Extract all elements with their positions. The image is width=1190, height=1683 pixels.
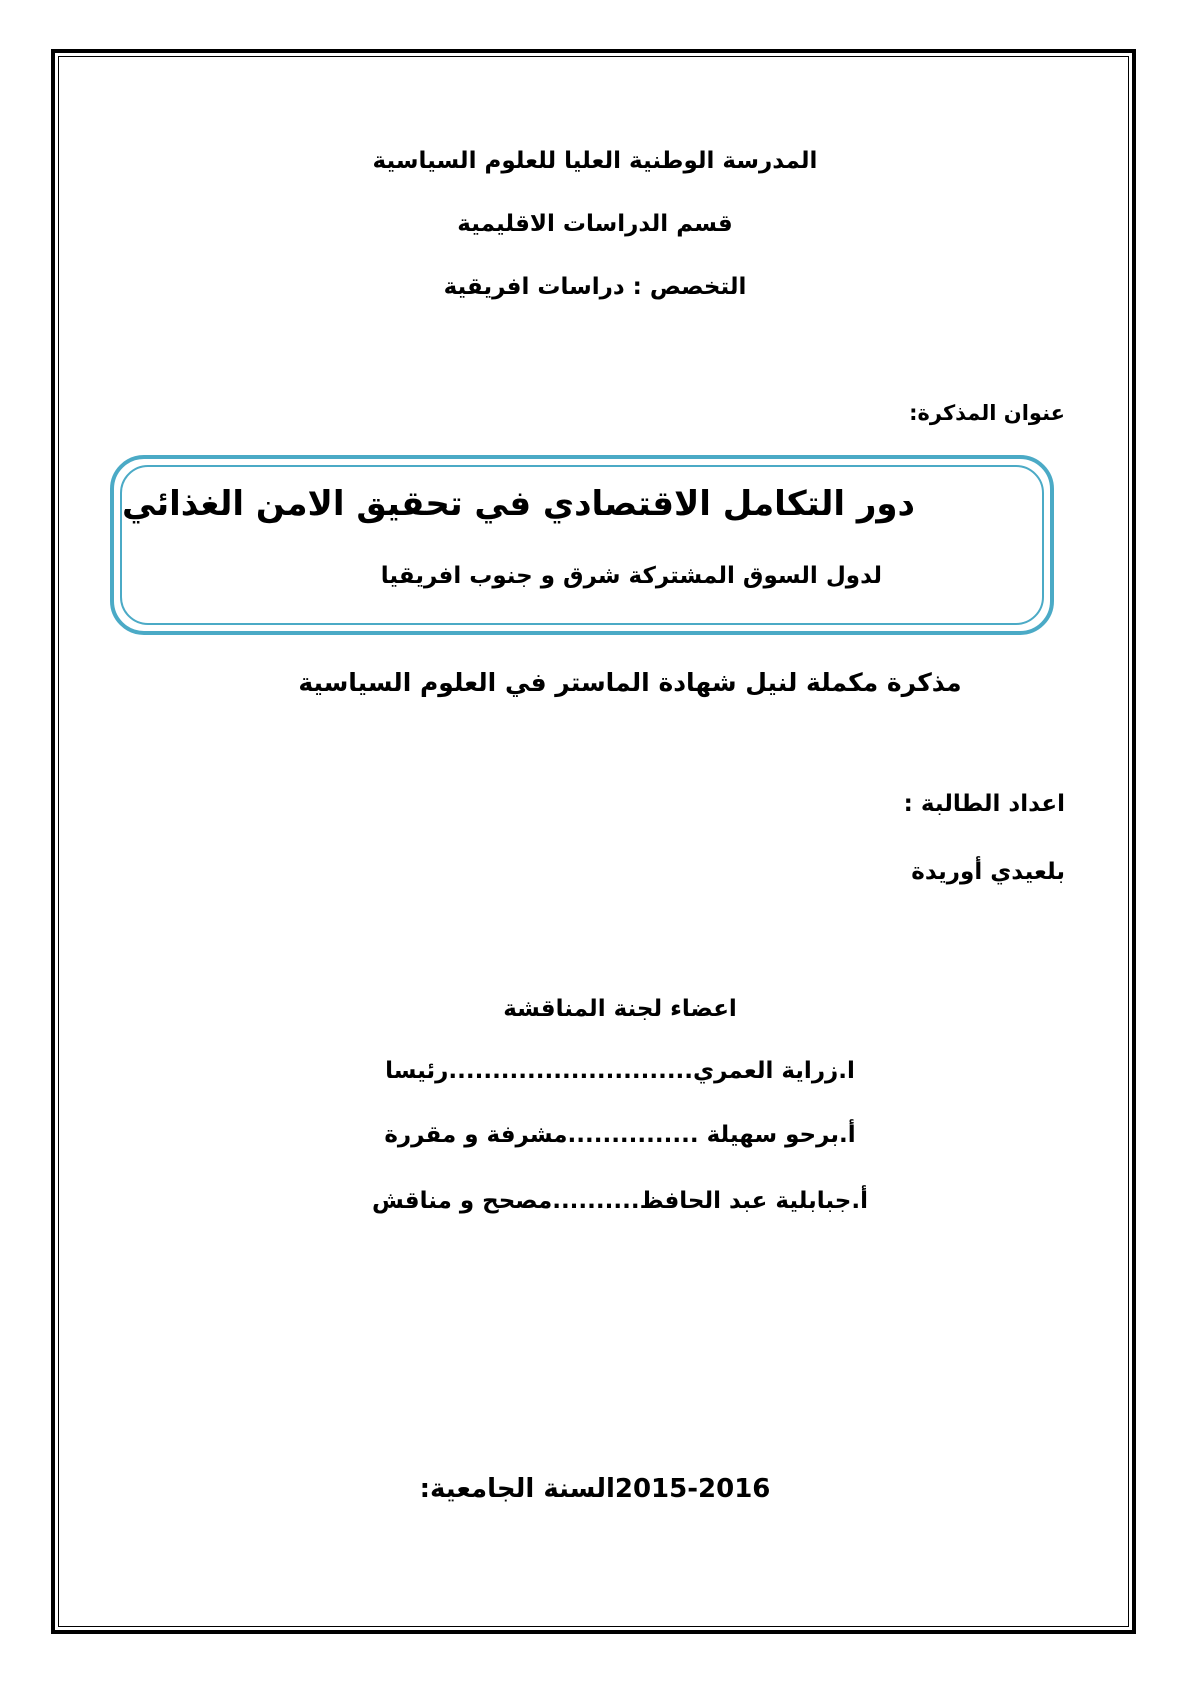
specialty: التخصص : دراسات افريقية — [443, 274, 747, 300]
student-name: بلعيدي أوريدة — [911, 859, 1065, 885]
committee-member: أ.جبابلية عبد الحافظ..........مصحح و مناقش — [372, 1188, 868, 1214]
committee-member: أ.برحو سهيلة ...............مشرفة و مقررة — [384, 1122, 856, 1148]
thesis-title-label: عنوان المذكرة: — [909, 401, 1065, 425]
academic-year-value: 2015-2016 — [614, 1474, 771, 1504]
committee-heading: اعضاء لجنة المناقشة — [503, 996, 737, 1022]
school-name: المدرسة الوطنية العليا للعلوم السياسية — [372, 148, 818, 174]
degree-statement: مذكرة مكملة لنيل شهادة الماستر في العلوم السياسية — [298, 668, 962, 697]
department-name: قسم الدراسات الاقليمية — [457, 211, 733, 237]
thesis-title: دور التكامل الاقتصادي في تحقيق الامن الغذائي — [121, 484, 915, 524]
student-label: اعداد الطالبة : — [903, 791, 1065, 817]
thesis-subtitle: لدول السوق المشتركة شرق و جنوب افريقيا — [380, 563, 882, 589]
committee-member: ا.زراية العمري............................رئيسا — [385, 1058, 855, 1084]
academic-year-label: السنة الجامعية: — [419, 1474, 615, 1504]
academic-year — [60, 1476, 1130, 1502]
